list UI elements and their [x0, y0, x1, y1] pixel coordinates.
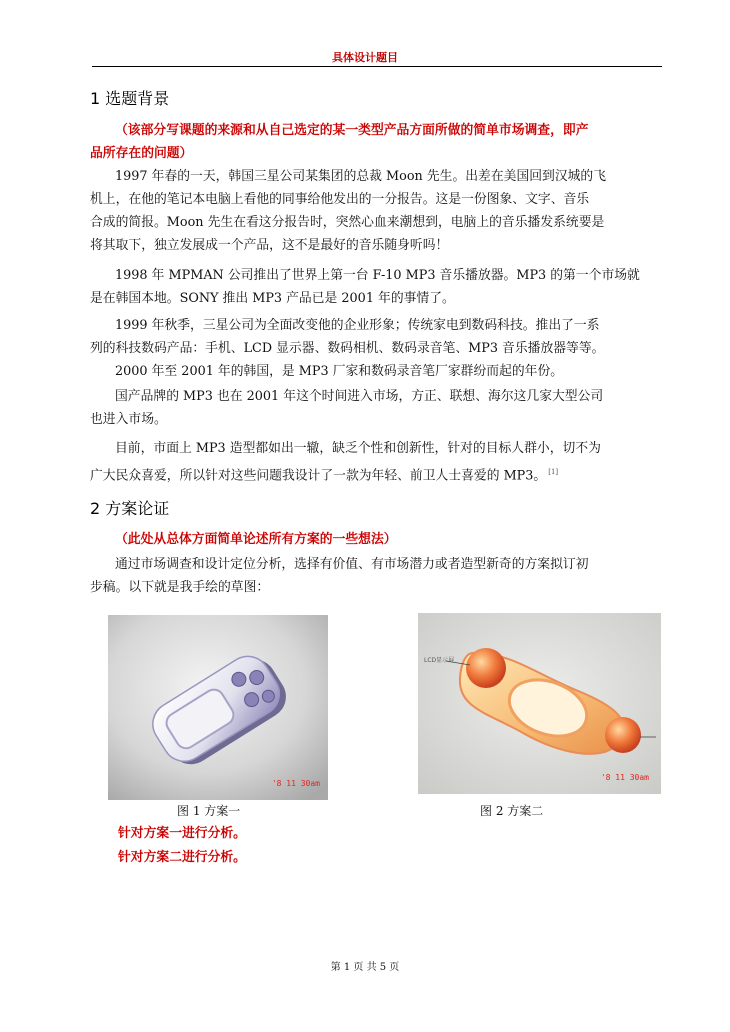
- paragraph-line: [90, 464, 558, 484]
- section-1-note-line-1: （该部分写课题的来源和从自己选定的某一类型产品方面所做的简单市场调查，即产: [115, 123, 589, 138]
- figure-2-photo-timestamp: '8 11 30am: [600, 773, 649, 782]
- figure-1-sketch-drawing: [108, 615, 328, 800]
- paragraph-line: 1999 年秋季，三星公司为全面改变他的企业形象；传统家电到数码科技。推出了一系: [115, 318, 600, 333]
- paragraph-line-text: 广大民众喜爱，所以针对这些问题我设计了一款为年轻、前卫人士喜爱的 MP3。: [90, 468, 547, 484]
- paragraph-line: 列的科技数码产品：手机、LCD 显示器、数码相机、数码录音笔、MP3 音乐播放器等等。: [90, 341, 605, 356]
- figure-2-sketch-drawing: [418, 613, 661, 794]
- figure-1-photo-timestamp: '8 11 30am: [271, 779, 320, 788]
- analysis-line-2: 针对方案二进行分析。: [118, 850, 246, 865]
- figure-2-caption: 图 2 方案二: [480, 804, 544, 818]
- page-footer: 第 1 页 共 5 页: [330, 962, 400, 973]
- paragraph-line: 1997 年春的一天，韩国三星公司某集团的总裁 Moon 先生。出差在美国回到汉城的飞: [115, 169, 607, 184]
- paragraph-line: 国产品牌的 MP3 也在 2001 年这个时间进入市场，方正、联想、海尔这几家大型公司: [115, 389, 604, 404]
- section-2-note: （此处从总体方面简单论述所有方案的一些想法）: [115, 532, 397, 547]
- header-divider: [92, 66, 662, 67]
- section-2-heading: 2 方案论证: [90, 499, 170, 518]
- paragraph-line: 也进入市场。: [90, 412, 167, 427]
- paragraph-line: 机上，在他的笔记本电脑上看他的同事给他发出的一分报告。这是一份图象、文字、音乐: [90, 192, 590, 207]
- paragraph-line: 通过市场调查和设计定位分析，选择有价值、有市场潜力或者造型新奇的方案拟订初: [115, 557, 589, 572]
- paragraph-line: 步稿。以下就是我手绘的草图：: [90, 580, 270, 595]
- paragraph-line: 将其取下，独立发展成一个产品，这不是最好的音乐随身听吗！: [90, 238, 449, 253]
- paragraph-line: 2000 年至 2001 年的韩国，是 MP3 厂家和数码录音笔厂家群纷而起的年份。: [115, 364, 564, 379]
- paragraph-line: 1998 年 MPMAN 公司推出了世界上第一台 F-10 MP3 音乐播放器。MP3 的第一个市场就: [115, 268, 640, 283]
- figure-1-sketch: [108, 615, 328, 800]
- figure-2-sketch-label: LCD显示屏: [424, 657, 455, 664]
- figure-2-sketch: [418, 613, 661, 794]
- paragraph-line: 目前，市面上 MP3 造型都如出一辙，缺乏个性和创新性，针对的目标人群小，切不为: [115, 441, 601, 456]
- citation-mark: [1]: [548, 468, 559, 476]
- section-1-note-line-2: 品所存在的问题）: [90, 146, 193, 161]
- paragraph-line: 合成的简报。Moon 先生在看这分报告时，突然心血来潮想到，电脑上的音乐播发系统要是: [90, 215, 605, 230]
- figure-1-caption: 图 1 方案一: [177, 804, 241, 818]
- paragraph-line: 是在韩国本地。SONY 推出 MP3 产品已是 2001 年的事情了。: [90, 291, 455, 306]
- analysis-line-1: 针对方案一进行分析。: [118, 826, 246, 841]
- section-1-heading: 1 选题背景: [90, 89, 170, 108]
- page-header-title: 具体设计题目: [332, 51, 398, 64]
